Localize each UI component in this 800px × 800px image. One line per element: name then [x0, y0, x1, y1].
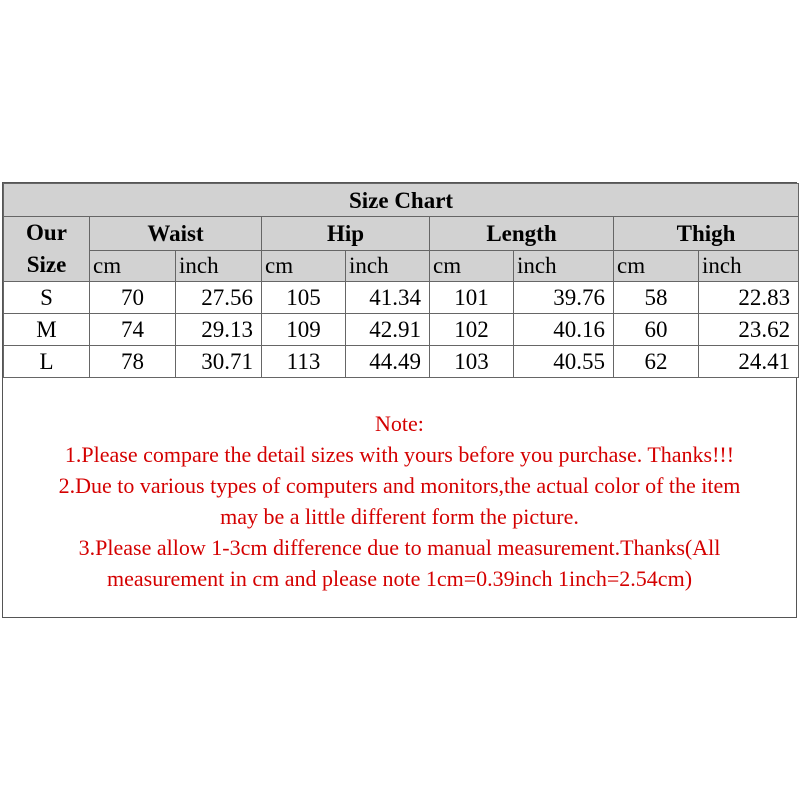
- value-cell: 40.16: [514, 314, 614, 346]
- unit-header: cm: [262, 250, 346, 281]
- note-line: 3.Please allow 1-3cm difference due to manual measurement.Thanks(All: [78, 535, 721, 560]
- size-cell: S: [4, 282, 90, 314]
- size-chart-table: [3, 183, 799, 378]
- unit-header: cm: [430, 250, 514, 281]
- our-size-label-line2: Size: [26, 252, 67, 277]
- value-cell: 101: [430, 282, 514, 314]
- value-cell: 113: [262, 346, 346, 378]
- table-row: [4, 282, 799, 314]
- unit-header: cm: [90, 250, 176, 281]
- notes-block: [3, 408, 796, 594]
- value-cell: 105: [262, 282, 346, 314]
- unit-header: inch: [176, 250, 262, 281]
- table-row: [4, 346, 799, 378]
- note-line: may be a little different form the picture.: [220, 504, 579, 529]
- size-cell: M: [4, 314, 90, 346]
- unit-header: inch: [514, 250, 614, 281]
- value-cell: 102: [430, 314, 514, 346]
- value-cell: 78: [90, 346, 176, 378]
- group-header-length: Length: [430, 217, 614, 251]
- value-cell: 109: [262, 314, 346, 346]
- unit-header: inch: [346, 250, 430, 281]
- value-cell: 62: [614, 346, 699, 378]
- value-cell: 27.56: [176, 282, 262, 314]
- value-cell: 44.49: [346, 346, 430, 378]
- table-row: [4, 314, 799, 346]
- note-line: 2.Due to various types of computers and monitors,the actual color of the item: [58, 473, 741, 498]
- chart-title: Size Chart: [4, 184, 799, 217]
- size-cell: L: [4, 346, 90, 378]
- value-cell: 74: [90, 314, 176, 346]
- value-cell: 29.13: [176, 314, 262, 346]
- note-heading: Note:: [375, 411, 424, 436]
- group-header-thigh: Thigh: [614, 217, 799, 251]
- value-cell: 24.41: [699, 346, 799, 378]
- value-cell: 23.62: [699, 314, 799, 346]
- value-cell: 39.76: [514, 282, 614, 314]
- unit-header: inch: [699, 250, 799, 281]
- value-cell: 22.83: [699, 282, 799, 314]
- group-header-waist: Waist: [90, 217, 262, 251]
- value-cell: 42.91: [346, 314, 430, 346]
- value-cell: 58: [614, 282, 699, 314]
- note-line: measurement in cm and please note 1cm=0.39inch 1inch=2.54cm): [106, 566, 693, 591]
- size-chart: [2, 182, 797, 618]
- our-size-label-line1: Our: [26, 220, 67, 245]
- value-cell: 40.55: [514, 346, 614, 378]
- value-cell: 103: [430, 346, 514, 378]
- group-header-hip: Hip: [262, 217, 430, 251]
- note-line: 1.Please compare the detail sizes with yours before you purchase. Thanks!!!: [64, 442, 735, 467]
- our-size-header: [4, 217, 90, 282]
- value-cell: 30.71: [176, 346, 262, 378]
- value-cell: 60: [614, 314, 699, 346]
- value-cell: 70: [90, 282, 176, 314]
- unit-header: cm: [614, 250, 699, 281]
- value-cell: 41.34: [346, 282, 430, 314]
